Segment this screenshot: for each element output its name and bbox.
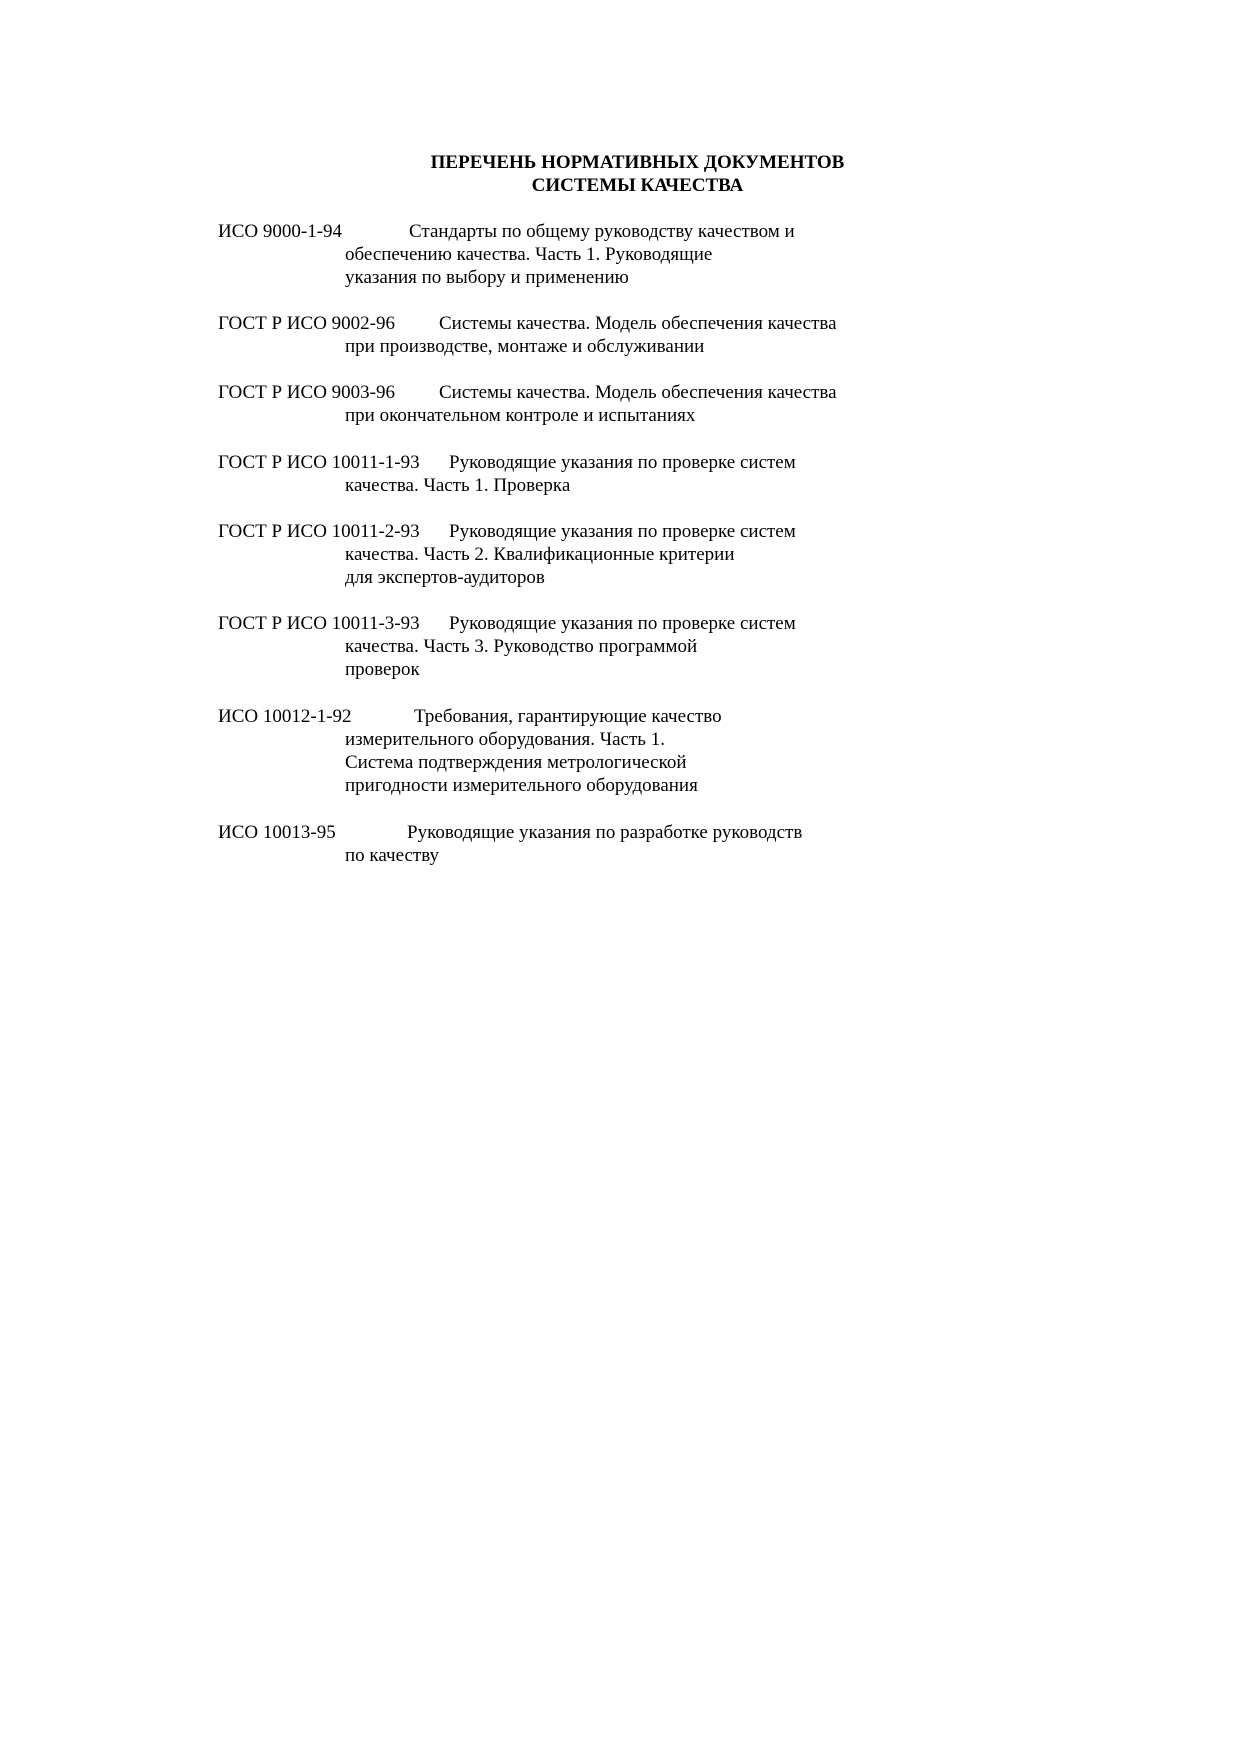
standard-title-line: при производстве, монтаже и обслуживании: [345, 336, 705, 357]
standard-code: ГОСТ Р ИСО 10011-2-93: [218, 521, 420, 542]
standard-title-line: при окончательном контроле и испытаниях: [345, 405, 696, 426]
standard-code: ГОСТ Р ИСО 9002-96: [218, 313, 396, 334]
standard-title-line: проверок: [345, 659, 420, 680]
standard-title-line: Система подтверждения метрологической: [345, 752, 687, 773]
standard-title-line: Системы качества. Модель обеспечения качества: [439, 313, 837, 334]
standard-title-line: Руководящие указания по проверке систем: [449, 521, 796, 542]
standard-code: ИСО 10013-95: [218, 822, 336, 843]
standard-title-line: Руководящие указания по разработке руководств: [407, 822, 803, 843]
standard-code: ИСО 10012-1-92: [218, 706, 352, 727]
standard-title-line: по качеству: [345, 845, 440, 866]
document-title-line1: ПЕРЕЧЕНЬ НОРМАТИВНЫХ ДОКУМЕНТОВ: [430, 152, 845, 173]
standard-code: ИСО 9000-1-94: [218, 221, 343, 242]
standard-title-line: пригодности измерительного оборудования: [345, 775, 698, 796]
standard-code: ГОСТ Р ИСО 10011-3-93: [218, 613, 420, 634]
standard-code: ГОСТ Р ИСО 10011-1-93: [218, 452, 420, 473]
standard-title-line: качества. Часть 2. Квалификационные критерии: [345, 544, 735, 565]
standard-title-line: для экспертов-аудиторов: [345, 567, 545, 588]
standard-title-line: Системы качества. Модель обеспечения качества: [439, 382, 837, 403]
document-title-line2: СИСТЕМЫ КАЧЕСТВА: [531, 175, 744, 196]
standard-title-line: Руководящие указания по проверке систем: [449, 613, 796, 634]
standard-title-line: измерительного оборудования. Часть 1.: [345, 729, 665, 750]
standard-title-line: обеспечению качества. Часть 1. Руководящие: [345, 244, 713, 265]
standard-code: ГОСТ Р ИСО 9003-96: [218, 382, 396, 403]
standard-title-line: Стандарты по общему руководству качеством и: [409, 221, 795, 242]
standard-title-line: указания по выбору и применению: [345, 267, 629, 288]
standard-title-line: качества. Часть 1. Проверка: [345, 475, 571, 496]
standard-title-line: Требования, гарантирующие качество: [414, 706, 722, 727]
standard-title-line: Руководящие указания по проверке систем: [449, 452, 796, 473]
standard-title-line: качества. Часть 3. Руководство программой: [345, 636, 698, 657]
